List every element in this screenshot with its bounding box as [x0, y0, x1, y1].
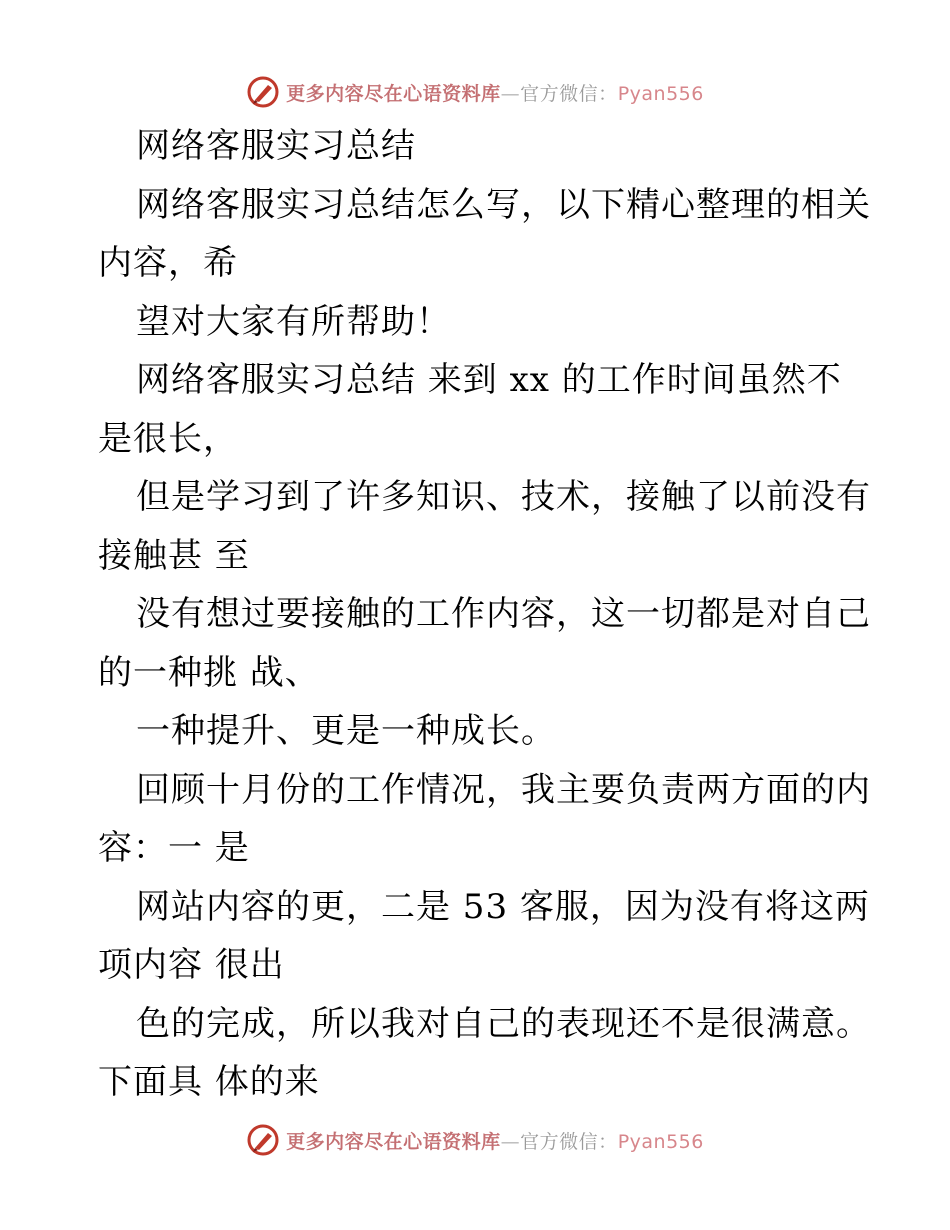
footer-watermark	[0, 1120, 950, 1160]
text-line: 网络客服实习总结怎么写，以下精心整理的相关	[136, 184, 871, 225]
watermark-separator: —	[500, 82, 521, 105]
text-line: 色的完成，所以我对自己的表现还不是很满意。	[136, 1003, 871, 1044]
watermark-wechat-id: Pyan556	[617, 1130, 704, 1153]
text-line: 项内容 很出	[98, 945, 285, 985]
watermark-separator: —	[500, 1130, 521, 1153]
text-line: 回顾十月份的工作情况，我主要负责两方面的内	[136, 769, 871, 810]
header-watermark	[0, 72, 950, 112]
text-line: 网站内容的更，二是 53 客服，因为没有将这两	[136, 886, 870, 927]
text-line: 下面具 体的来	[98, 1062, 320, 1102]
pen-logo-icon	[246, 75, 280, 109]
watermark-wechat-id: Pyan556	[617, 82, 704, 105]
text-line: 容：一 是	[98, 828, 250, 868]
text-line: 的一种挑 战、	[98, 652, 320, 693]
document-body	[98, 117, 871, 1112]
watermark-main: 更多内容尽在心语资料库	[286, 1130, 501, 1153]
watermark-text	[286, 1127, 704, 1154]
watermark-wechat-label: 官方微信：	[520, 82, 618, 105]
text-line: 网络客服实习总结	[136, 126, 416, 166]
text-line: 内容，希	[98, 243, 238, 283]
text-line: 网络客服实习总结 来到 xx 的工作时间虽然不	[136, 360, 842, 400]
text-line: 一种提升、更是一种成长。	[136, 711, 556, 751]
text-line: 没有想过要接触的工作内容，这一切都是对自己	[136, 594, 871, 634]
text-line: 是很长，	[98, 418, 238, 459]
text-line: 望对大家有所帮助！	[136, 301, 451, 342]
watermark-wechat-label: 官方微信：	[520, 1130, 618, 1153]
pen-logo-icon	[246, 1123, 280, 1157]
text-line: 接触甚 至	[98, 535, 250, 576]
watermark-text	[286, 79, 704, 106]
watermark-main: 更多内容尽在心语资料库	[286, 82, 501, 105]
text-line: 但是学习到了许多知识、技术，接触了以前没有	[136, 477, 871, 517]
